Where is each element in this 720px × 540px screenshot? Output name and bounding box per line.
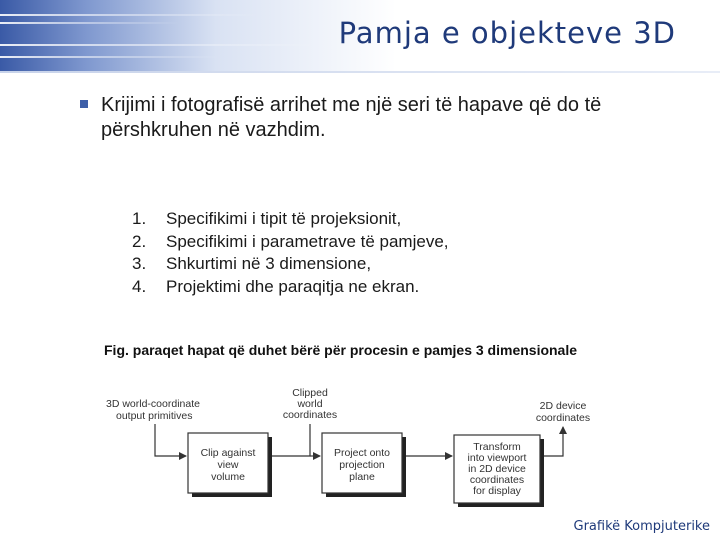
- transform-box-line-1: Transform: [473, 441, 521, 453]
- bullet-text: Krijimi i fotografisë arrihet me një seri të hapave që do të përshkruhen në vazhdim.: [101, 94, 602, 141]
- list-item: [132, 253, 449, 276]
- header-divider: [0, 71, 720, 73]
- clipped-label-line-1: Clipped: [292, 387, 328, 399]
- transform-box-line-3: in 2D device: [468, 463, 526, 475]
- header-streak: [0, 44, 320, 46]
- transform-box-line-2: into viewport: [467, 452, 527, 464]
- step-text: Specifikimi i tipit të projeksionit,: [166, 209, 402, 228]
- arrow-clip-out: [268, 424, 310, 456]
- clip-box-line-2: view: [217, 459, 239, 471]
- header-bar: [0, 0, 720, 72]
- footer-label: Grafikë Kompjuterike: [573, 519, 710, 534]
- transform-box-line-5: for display: [473, 485, 521, 497]
- step-number: 1.: [132, 209, 147, 228]
- step-text: Specifikimi i parametrave të pamjeve,: [166, 231, 449, 251]
- square-bullet-icon: [80, 100, 88, 108]
- steps-list: [132, 208, 449, 298]
- header-streak: [0, 14, 260, 16]
- list-item: [132, 208, 449, 231]
- device-label-line-1: 2D device: [539, 400, 587, 412]
- bullet-point: [80, 93, 680, 143]
- list-item: [132, 231, 449, 254]
- step-number: 3.: [132, 254, 147, 273]
- step-text: Projektimi dhe paraqitja ne ekran.: [166, 276, 420, 296]
- device-label-line-2: coordinates: [535, 412, 591, 424]
- pipeline-diagram: [100, 384, 620, 512]
- clipped-label-line-3: coordinates: [282, 409, 338, 421]
- clip-box-line-3: volume: [211, 471, 245, 483]
- project-box-line-2: projection: [339, 459, 385, 471]
- project-box-line-3: plane: [349, 471, 375, 483]
- figure-caption: Fig. paraqet hapat që duhet bërë për procesin e pamjes 3 dimensionale: [104, 342, 578, 358]
- slide-title: Pamja e objekteve 3D: [338, 16, 676, 50]
- input-label-line-1: 3D world-coordinate: [106, 398, 200, 410]
- step-number: 4.: [132, 276, 147, 296]
- clipped-label-line-2: world: [297, 398, 323, 410]
- project-box-line-1: Project onto: [333, 447, 391, 459]
- input-label-line-2: output primitives: [116, 410, 193, 422]
- arrow-input: [155, 424, 186, 456]
- transform-box-line-4: coordinates: [469, 474, 525, 486]
- step-text: Shkurtimi në 3 dimensione,: [166, 254, 372, 273]
- header-streak: [0, 56, 220, 58]
- clip-box-line-1: Clip against: [200, 447, 256, 459]
- step-number: 2.: [132, 231, 147, 251]
- list-item: [132, 276, 449, 299]
- header-streak: [0, 22, 180, 24]
